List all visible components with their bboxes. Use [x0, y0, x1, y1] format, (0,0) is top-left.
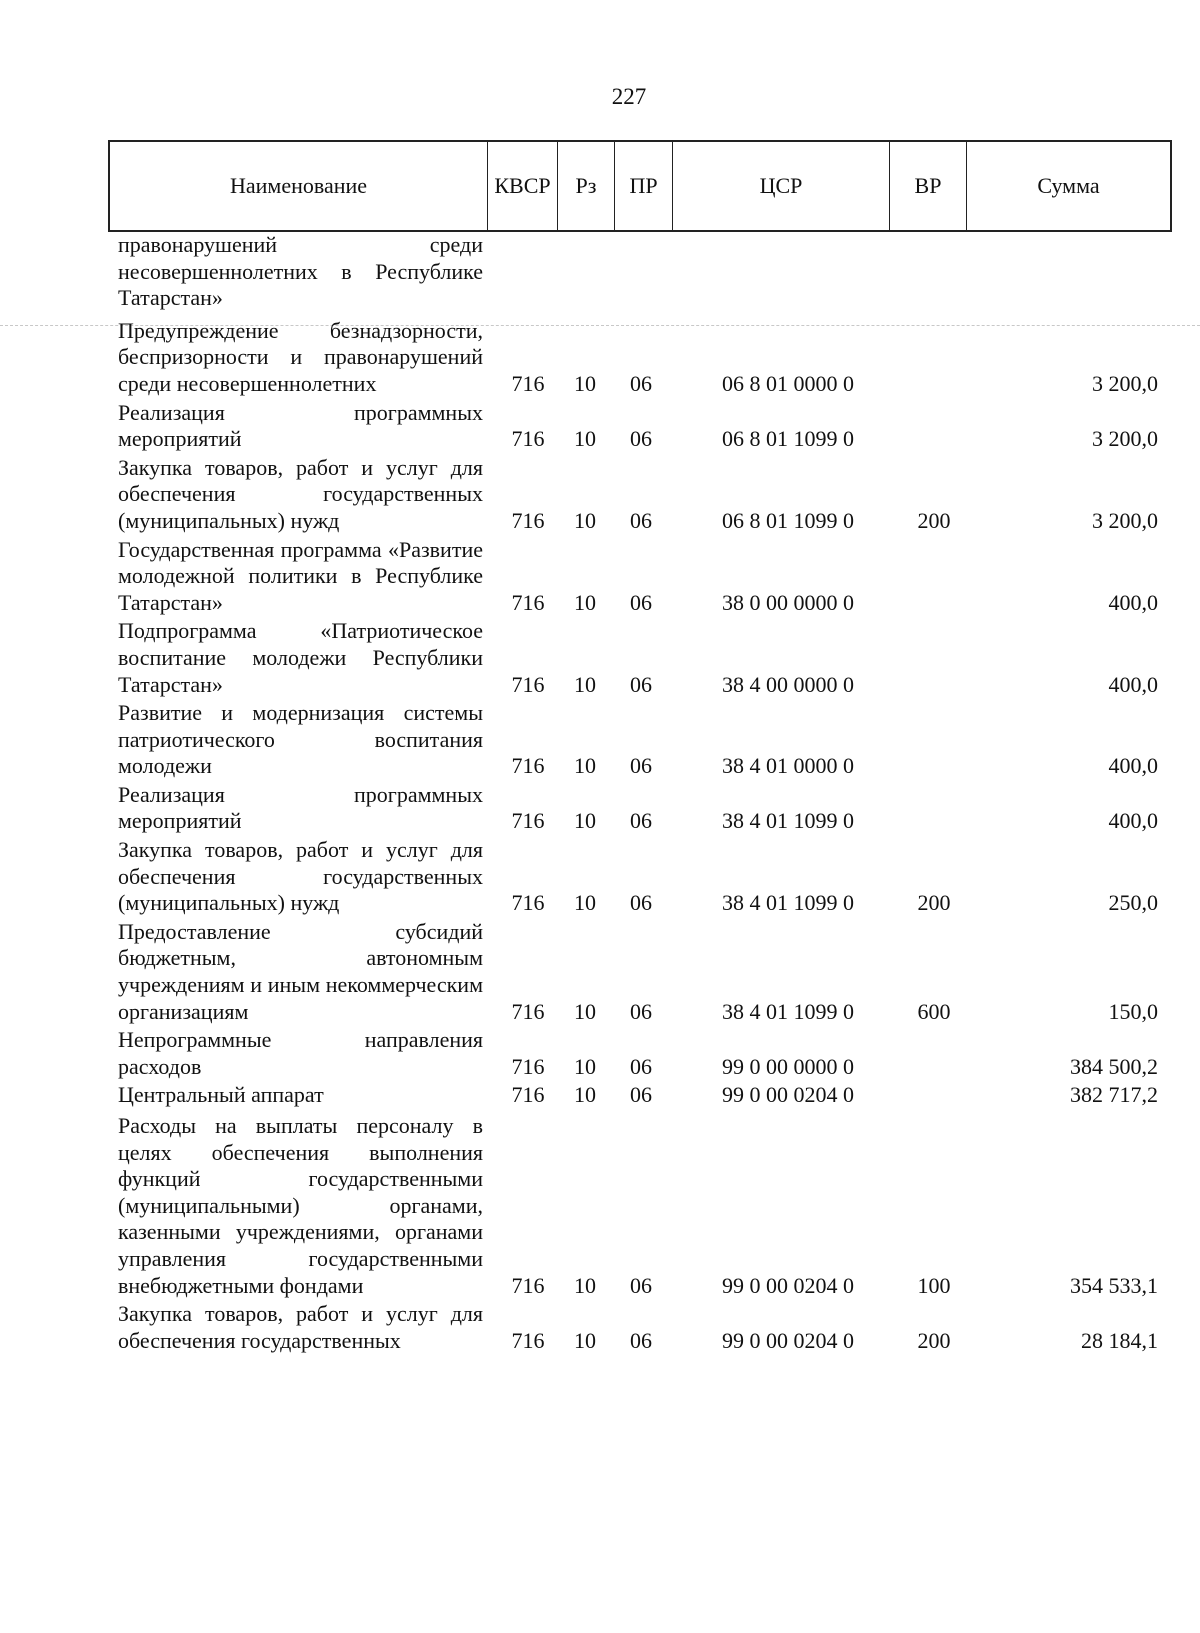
- row-name: Предупреждение безнадзорности, беспризорности и правонарушений среди несовершеннолетних: [118, 317, 483, 396]
- row-pr: 06: [630, 370, 652, 396]
- row-pr: 06: [630, 998, 652, 1024]
- row-sum: 382 717,2: [1070, 1082, 1158, 1108]
- row-rz: 10: [574, 426, 596, 452]
- row-name: Подпрограмма «Патриотическое воспитание молодежи Республики Татарстан»: [118, 618, 483, 697]
- row-kvsr: 716: [511, 890, 545, 916]
- row-name: правонарушений среди несовершеннолетних в Республике Татарстан»: [118, 232, 483, 311]
- row-kvsr: 716: [511, 507, 545, 533]
- table-row: [108, 318, 1172, 398]
- row-name: Развитие и модернизация системы патриотического воспитания молодежи: [118, 700, 483, 779]
- row-csr: 99 0 00 0000 0: [722, 1053, 854, 1079]
- header-vr: ВР: [890, 142, 967, 230]
- table-row: [108, 1027, 1172, 1080]
- row-pr: 06: [630, 808, 652, 834]
- row-vr: 600: [917, 998, 951, 1024]
- row-csr: 38 4 00 0000 0: [722, 671, 854, 697]
- table-row: [108, 1113, 1172, 1299]
- header-kvsr: КВСР: [488, 142, 558, 230]
- row-kvsr: 716: [511, 1272, 545, 1298]
- row-name: Непрограммные направления расходов: [118, 1027, 483, 1079]
- row-rz: 10: [574, 890, 596, 916]
- row-rz: 10: [574, 1327, 596, 1353]
- row-csr: 38 4 01 1099 0: [722, 998, 854, 1024]
- row-csr: 38 4 01 1099 0: [722, 808, 854, 834]
- row-kvsr: 716: [511, 426, 545, 452]
- row-name: Закупка товаров, работ и услуг для обеспечения государственных: [118, 1301, 483, 1353]
- header-csr: ЦСР: [673, 142, 890, 230]
- table-row: [108, 782, 1172, 835]
- row-rz: 10: [574, 671, 596, 697]
- row-sum: 28 184,1: [1081, 1327, 1158, 1353]
- row-sum: 384 500,2: [1070, 1053, 1158, 1079]
- row-rz: 10: [574, 507, 596, 533]
- row-kvsr: 716: [511, 998, 545, 1024]
- row-name: Закупка товаров, работ и услуг для обеспечения государственных (муниципальных) нужд: [118, 454, 483, 533]
- row-vr: 200: [917, 1327, 951, 1353]
- row-name: Закупка товаров, работ и услуг для обеспечения государственных (муниципальных) нужд: [118, 837, 483, 916]
- row-kvsr: 716: [511, 753, 545, 779]
- row-kvsr: 716: [511, 589, 545, 615]
- row-rz: 10: [574, 1272, 596, 1298]
- row-pr: 06: [630, 426, 652, 452]
- row-csr: 38 4 01 0000 0: [722, 753, 854, 779]
- row-vr: 200: [917, 890, 951, 916]
- row-rz: 10: [574, 753, 596, 779]
- table-row: [108, 455, 1172, 535]
- table-body: [108, 232, 1172, 1354]
- header-sum: Сумма: [1037, 173, 1100, 198]
- row-kvsr: 716: [511, 370, 545, 396]
- row-sum: 250,0: [1108, 890, 1158, 916]
- header-name: Наименование: [110, 142, 488, 230]
- row-name: Реализация программных мероприятий: [118, 781, 483, 834]
- row-sum: 3 200,0: [1092, 507, 1158, 533]
- row-sum: 400,0: [1108, 808, 1158, 834]
- row-rz: 10: [574, 370, 596, 396]
- table-row: [108, 700, 1172, 780]
- header-pr: ПР: [615, 142, 673, 230]
- row-kvsr: 716: [511, 808, 545, 834]
- table-header: [108, 140, 1172, 232]
- page-number: 227: [611, 84, 647, 109]
- row-kvsr: 716: [511, 1327, 545, 1353]
- row-pr: 06: [630, 1327, 652, 1353]
- row-vr: 100: [917, 1272, 951, 1298]
- row-vr: 200: [917, 507, 951, 533]
- table-row: [108, 1301, 1172, 1354]
- row-pr: 06: [630, 1082, 652, 1108]
- row-name: Центральный аппарат: [118, 1082, 324, 1108]
- row-csr: 38 0 00 0000 0: [722, 589, 854, 615]
- row-name: Расходы на выплаты персоналу в целях обеспечения выполнения функций государственными (муниципальными) органами, казенными учреждениями, органами управления государственными внебюджетными фондами: [118, 1113, 483, 1298]
- table-row: [108, 1082, 1172, 1109]
- row-csr: 99 0 00 0204 0: [722, 1272, 854, 1298]
- row-kvsr: 716: [511, 671, 545, 697]
- row-name: Реализация программных мероприятий: [118, 399, 483, 452]
- row-sum: 400,0: [1108, 671, 1158, 697]
- row-sum: 400,0: [1108, 589, 1158, 615]
- row-sum: 3 200,0: [1092, 370, 1158, 396]
- header-rz: Рз: [558, 142, 615, 230]
- table-row: [108, 537, 1172, 617]
- row-pr: 06: [630, 507, 652, 533]
- row-pr: 06: [630, 1272, 652, 1298]
- table-row: [108, 837, 1172, 917]
- row-rz: 10: [574, 589, 596, 615]
- row-rz: 10: [574, 1053, 596, 1079]
- row-pr: 06: [630, 1053, 652, 1079]
- row-sum: 354 533,1: [1070, 1272, 1158, 1298]
- table-row: [108, 919, 1172, 1025]
- row-kvsr: 716: [511, 1082, 545, 1108]
- row-csr: 38 4 01 1099 0: [722, 890, 854, 916]
- row-csr: 06 8 01 1099 0: [722, 426, 854, 452]
- row-csr: 06 8 01 0000 0: [722, 370, 854, 396]
- row-pr: 06: [630, 671, 652, 697]
- row-csr: 06 8 01 1099 0: [722, 507, 854, 533]
- row-rz: 10: [574, 808, 596, 834]
- row-rz: 10: [574, 1082, 596, 1108]
- row-rz: 10: [574, 998, 596, 1024]
- row-sum: 3 200,0: [1092, 426, 1158, 452]
- row-sum: 150,0: [1108, 998, 1158, 1024]
- table-row: [108, 400, 1172, 453]
- row-sum: 400,0: [1108, 753, 1158, 779]
- row-pr: 06: [630, 589, 652, 615]
- row-name: Государственная программа «Развитие молодежной политики в Республике Татарстан»: [118, 536, 483, 615]
- table-row: [108, 618, 1172, 698]
- row-csr: 99 0 00 0204 0: [722, 1082, 854, 1108]
- table-row: [108, 232, 1172, 312]
- row-kvsr: 716: [511, 1053, 545, 1079]
- row-pr: 06: [630, 753, 652, 779]
- row-csr: 99 0 00 0204 0: [722, 1327, 854, 1353]
- row-pr: 06: [630, 890, 652, 916]
- row-name: Предоставление субсидий бюджетным, автономным учреждениям и иным некоммерческим организациям: [118, 918, 483, 1024]
